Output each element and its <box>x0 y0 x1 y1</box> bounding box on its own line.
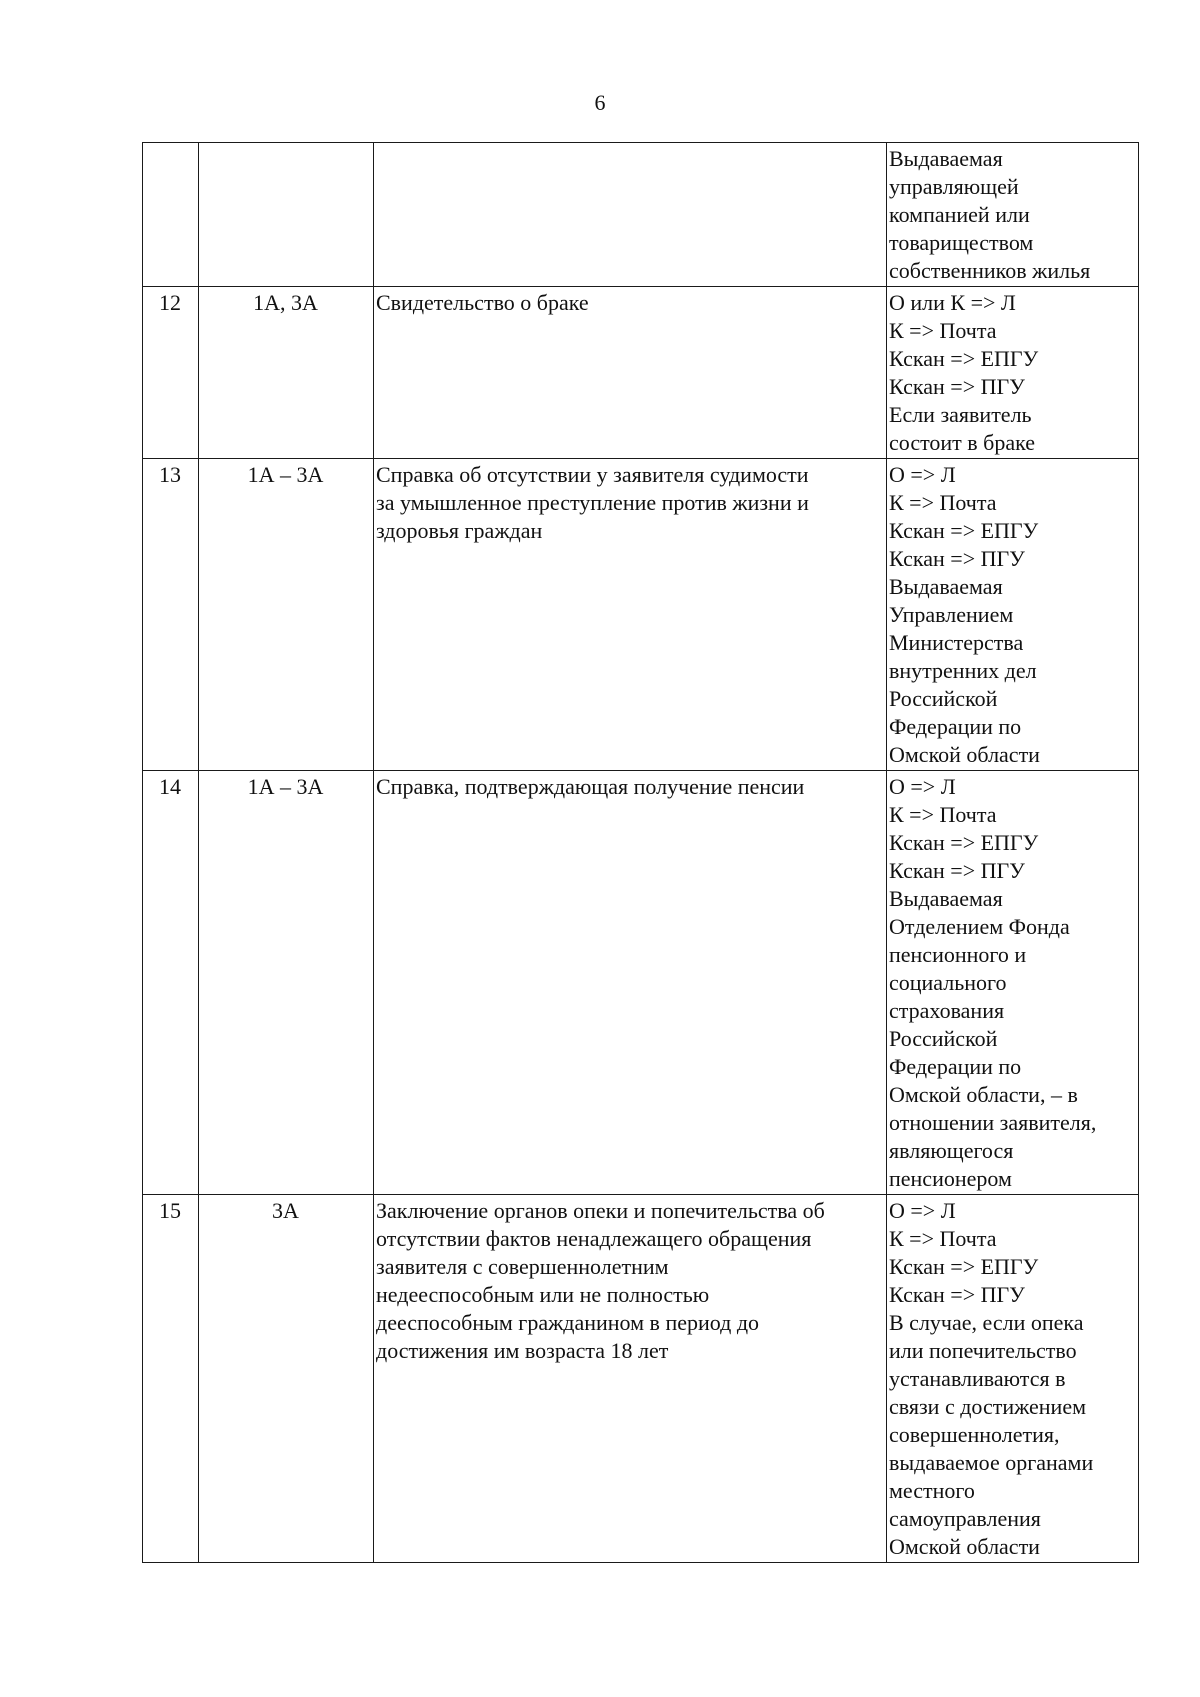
submission-method-line: социального <box>889 970 1007 995</box>
document-name-line: недееспособным или не полностью <box>376 1282 710 1307</box>
applicant-category-cell: 1А – 3А <box>199 771 374 1195</box>
submission-method-line: связи с достижением <box>889 1394 1087 1419</box>
submission-method-cell <box>887 143 1139 287</box>
submission-method-line: Российской <box>889 686 998 711</box>
submission-method-line: совершеннолетия, <box>889 1422 1060 1447</box>
submission-method-line: Министерства <box>889 630 1024 655</box>
row-number-cell: 14 <box>143 771 199 1195</box>
applicant-category-cell: 3А <box>199 1195 374 1563</box>
table-row <box>143 459 1139 771</box>
submission-method-line: К => Почта <box>889 318 997 343</box>
submission-method-line: Кскан => ЕПГУ <box>889 830 1039 855</box>
submission-method-line: страхования <box>889 998 1005 1023</box>
submission-method-line: товариществом <box>889 230 1034 255</box>
submission-method-line: внутренних дел <box>889 658 1037 683</box>
submission-method-line: Выдаваемая <box>889 574 1003 599</box>
document-name-line: Справка, подтверждающая получение пенсии <box>376 774 805 799</box>
page-number: 6 <box>594 90 606 115</box>
document-name-line: заявителя с совершеннолетним <box>376 1254 669 1279</box>
table-row <box>143 287 1139 459</box>
submission-method-line: Кскан => ЕПГУ <box>889 346 1039 371</box>
submission-method-line: Кскан => ЕПГУ <box>889 1254 1039 1279</box>
applicant-category-cell: 1А, 3А <box>199 287 374 459</box>
submission-method-line: Управлением <box>889 602 1014 627</box>
submission-method-line: К => Почта <box>889 490 997 515</box>
submission-method-line: пенсионером <box>889 1166 1012 1191</box>
submission-method-line: Федерации по <box>889 1054 1022 1079</box>
submission-method-line: местного <box>889 1478 975 1503</box>
submission-method-line: являющегося <box>889 1138 1014 1163</box>
submission-method-line: управляющей <box>889 174 1019 199</box>
document-name-line: Справка об отсутствии у заявителя судимости <box>376 462 809 487</box>
row-number-cell: 12 <box>143 287 199 459</box>
submission-method-line: собственников жилья <box>889 258 1091 283</box>
submission-method-line: или попечительство <box>889 1338 1077 1363</box>
submission-method-cell <box>887 1195 1139 1563</box>
submission-method-line: Омской области, – в <box>889 1082 1078 1107</box>
submission-method-line: компанией или <box>889 202 1030 227</box>
document-name-line: за умышленное преступление против жизни и <box>376 490 809 515</box>
submission-method-line: Федерации по <box>889 714 1022 739</box>
table-row <box>143 771 1139 1195</box>
submission-method-line: К => Почта <box>889 1226 997 1251</box>
document-name-cell <box>374 459 887 771</box>
submission-method-line: В случае, если опека <box>889 1310 1084 1335</box>
document-name-cell <box>374 1195 887 1563</box>
document-name-line: Заключение органов опеки и попечительства об <box>376 1198 825 1223</box>
applicant-category-cell: 1А – 3А <box>199 459 374 771</box>
submission-method-line: выдаваемое органами <box>889 1450 1094 1475</box>
submission-method-line: О => Л <box>889 462 956 487</box>
submission-method-line: отношении заявителя, <box>889 1110 1097 1135</box>
submission-method-line: Российской <box>889 1026 998 1051</box>
row-number-cell: 15 <box>143 1195 199 1563</box>
table-row <box>143 1195 1139 1563</box>
document-name-line: Свидетельство о браке <box>376 290 589 315</box>
document-name-line: здоровья граждан <box>376 518 543 543</box>
submission-method-line: Выдаваемая <box>889 146 1003 171</box>
submission-method-cell <box>887 771 1139 1195</box>
submission-method-line: Омской области <box>889 742 1040 767</box>
submission-method-line: Омской области <box>889 1534 1040 1559</box>
submission-method-line: Кскан => ЕПГУ <box>889 518 1039 543</box>
submission-method-line: Кскан => ПГУ <box>889 1282 1025 1307</box>
submission-method-line: Кскан => ПГУ <box>889 546 1025 571</box>
submission-method-line: К => Почта <box>889 802 997 827</box>
submission-method-line: пенсионного и <box>889 942 1027 967</box>
row-number-cell <box>143 143 199 287</box>
table-body <box>143 143 1139 1563</box>
submission-method-line: Если заявитель <box>889 402 1032 427</box>
applicant-category-cell <box>199 143 374 287</box>
submission-method-line: О => Л <box>889 774 956 799</box>
row-number-cell: 13 <box>143 459 199 771</box>
submission-method-cell <box>887 287 1139 459</box>
submission-method-line: устанавливаются в <box>889 1366 1066 1391</box>
document-name-line: дееспособным гражданином в период до <box>376 1310 760 1335</box>
document-name-cell <box>374 143 887 287</box>
documents-table <box>142 142 1139 1563</box>
submission-method-line: Отделением Фонда <box>889 914 1070 939</box>
document-name-cell <box>374 771 887 1195</box>
document-name-line: достижения им возраста 18 лет <box>376 1338 669 1363</box>
submission-method-line: самоуправления <box>889 1506 1041 1531</box>
submission-method-line: Кскан => ПГУ <box>889 858 1025 883</box>
submission-method-line: О => Л <box>889 1198 956 1223</box>
submission-method-line: состоит в браке <box>889 430 1036 455</box>
table-row <box>143 143 1139 287</box>
document-name-line: отсутствии фактов ненадлежащего обращения <box>376 1226 812 1251</box>
submission-method-line: Выдаваемая <box>889 886 1003 911</box>
submission-method-cell <box>887 459 1139 771</box>
submission-method-line: О или К => Л <box>889 290 1016 315</box>
document-name-cell <box>374 287 887 459</box>
submission-method-line: Кскан => ПГУ <box>889 374 1025 399</box>
